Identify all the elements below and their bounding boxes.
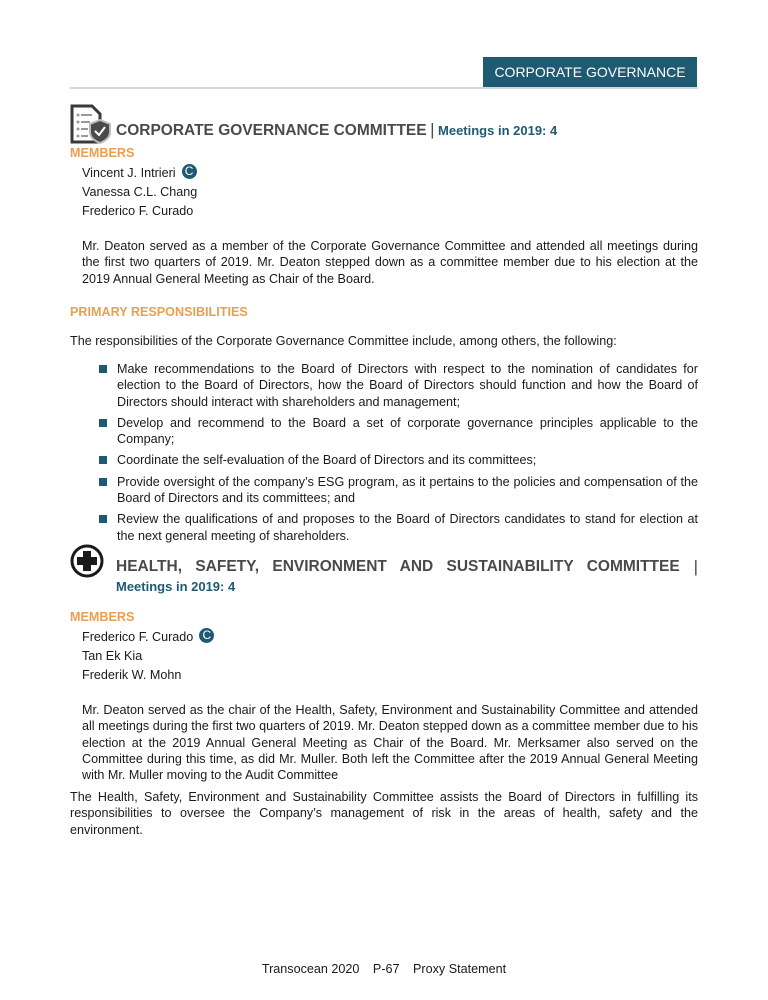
bullet-icon — [99, 478, 107, 486]
list-item-text: Make recommendations to the Board of Directors with respect to the nomination of candidates for election to the Board of Directors, how the Board of Directors should function and how the Board of Directors should interact with shareholders and management; — [117, 362, 698, 409]
hses-members-label: MEMBERS — [70, 610, 135, 624]
footer-page-number: P-67 — [372, 962, 400, 976]
cgc-note: Mr. Deaton served as a member of the Corporate Governance Committee and attended all meetings during the first two quarters of 2019. Mr. Deaton stepped down as a committee member due to his election at the 2019 Annual General Meeting as Chair of the Board. — [82, 239, 698, 286]
hses-description: The Health, Safety, Environment and Sustainability Committee assists the Board of Directors in fulfilling its responsibilities to oversee the Company’s management of risk in the areas of health, safety and the environment. — [70, 790, 698, 837]
member: Frederico F. Curado — [82, 204, 194, 219]
cgc-title: CORPORATE GOVERNANCE COMMITTEE — [116, 122, 427, 139]
member: Tan Ek Kia — [82, 648, 143, 663]
bullet-icon — [99, 515, 107, 523]
document-shield-icon — [70, 104, 112, 144]
heading-separator: | — [430, 120, 435, 139]
cgc-members-list — [82, 164, 197, 223]
section-banner: CORPORATE GOVERNANCE — [483, 57, 697, 88]
list-item-text: Provide oversight of the company’s ESG program, as it pertains to the policies and compensation of the Board of Directors and its committees; and — [117, 474, 698, 506]
hses-meetings: Meetings in 2019: 4 — [116, 579, 236, 594]
bullet-icon — [99, 456, 107, 464]
bullet-icon — [99, 419, 107, 427]
member-name: Frederico F. Curado — [82, 630, 194, 644]
responsibilities-intro: The responsibilities of the Corporate Governance Committee include, among others, the following: — [70, 334, 617, 348]
hses-members-list — [82, 628, 214, 687]
list-item — [82, 361, 698, 410]
member — [82, 164, 197, 184]
hses-heading — [116, 559, 698, 575]
list-item-text: Develop and recommend to the Board a set of corporate governance principles applicable to the Company; — [117, 415, 698, 447]
footer-document: Proxy Statement — [413, 962, 507, 976]
chair-badge: C — [199, 628, 214, 643]
list-item-text: Review the qualifications of and proposes to the Board of Directors candidates to stand for election at the next general meeting of shareholders. — [117, 512, 698, 543]
cgc-members-label: MEMBERS — [70, 146, 135, 160]
list-item — [82, 415, 698, 448]
responsibilities-list — [82, 361, 698, 549]
cgc-meetings: Meetings in 2019: 4 — [438, 123, 558, 138]
list-item — [82, 452, 698, 468]
header-rule — [70, 87, 698, 89]
hses-note: Mr. Deaton served as the chair of the Health, Safety, Environment and Sustainability Committee and attended all meetings during the first two quarters of 2019. Mr. Deaton stepped down as a committee member due to his election at the 2019 Annual General Meeting as Chair of the Board. Mr. Merksamer also served on the Committee during this time, as did Mr. Muller. Both left the Committee after the 2019 Annual General Meeting with Mr. Muller moving to the Audit Committee — [82, 703, 699, 783]
chair-badge: C — [182, 164, 197, 179]
medical-cross-icon — [70, 544, 104, 578]
heading-separator: | — [693, 557, 698, 576]
hses-title: HEALTH, SAFETY, ENVIRONMENT AND SUSTAINABILITY COMMITTEE — [116, 558, 680, 575]
responsibilities-label: PRIMARY RESPONSIBILITIES — [70, 305, 248, 319]
member — [82, 628, 214, 648]
member: Frederik W. Mohn — [82, 668, 182, 683]
list-item — [82, 474, 698, 507]
list-item-text: Coordinate the self-evaluation of the Board of Directors and its committees; — [117, 453, 537, 468]
list-item — [82, 511, 698, 544]
bullet-icon — [99, 365, 107, 373]
member-name: Vincent J. Intrieri — [82, 166, 176, 180]
footer-company: Transocean 2020 — [261, 962, 360, 976]
page-footer — [0, 961, 768, 977]
member: Vanessa C.L. Chang — [82, 184, 198, 199]
cgc-heading — [116, 122, 557, 139]
